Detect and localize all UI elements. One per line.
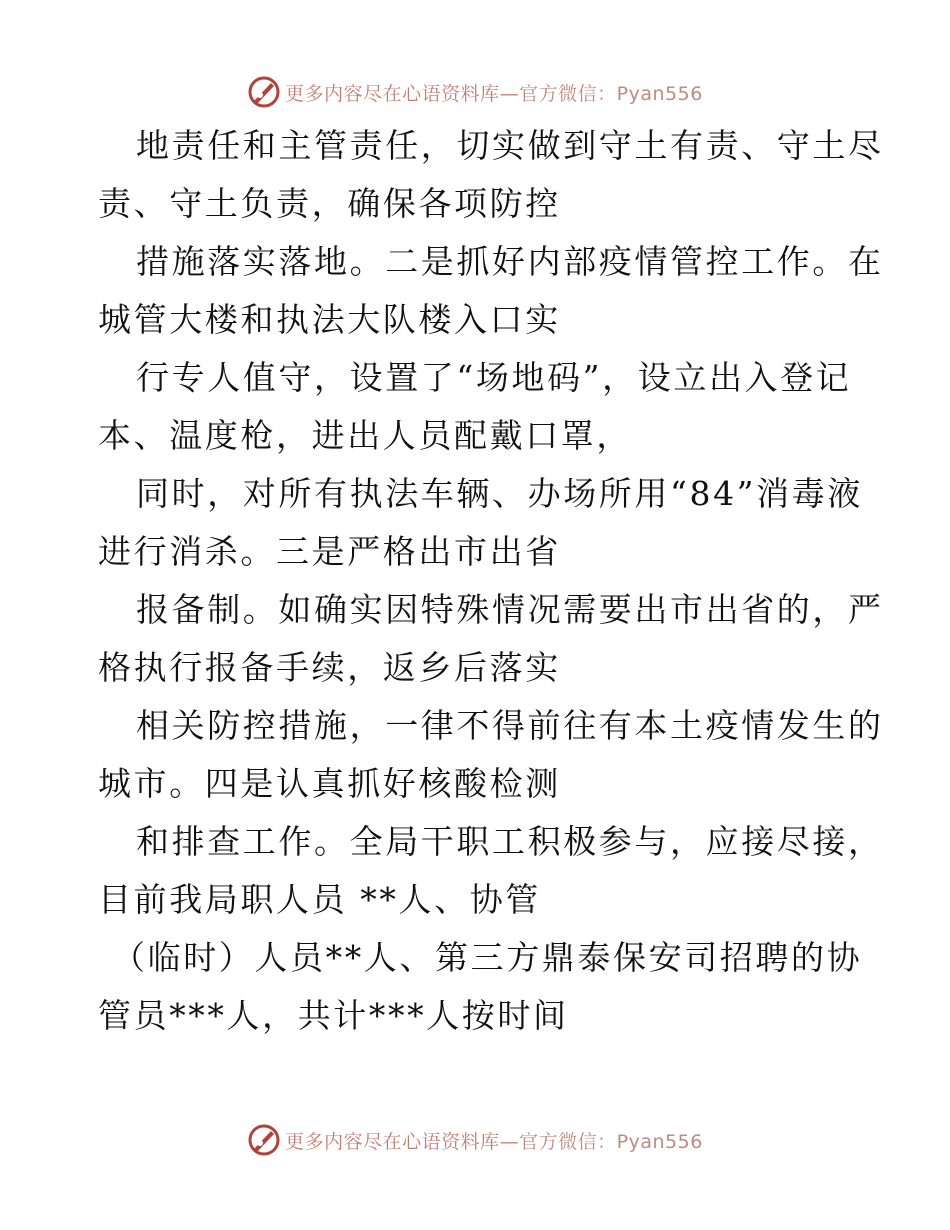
body-line: 管员***人，共计***人按时间 [98,996,569,1035]
body-line: 本、温度枪，进出人员配戴口罩， [98,416,632,455]
body-line: 和排查工作。全局干职工积极参与，应接尽接， [136,822,884,861]
watermark-text: 更多内容尽在心语资料库—官方微信：Pyan556 [285,1130,703,1153]
body-line: 进行消杀。三是严格出市出省 [98,532,561,571]
body-line: 责、守土负责，确保各项防控 [98,184,561,223]
watermark-text: 更多内容尽在心语资料库—官方微信：Pyan556 [285,82,703,105]
body-line: 目前我局职人员 **人、协管 [98,880,541,919]
body-line: 行专人值守，设置了“场地码”，设立出入登记 [136,358,852,397]
body-line: 报备制。如确实因特殊情况需要出市出省的，严 [136,590,884,629]
body-line: 地责任和主管责任，切实做到守土有责、守土尽 [136,126,884,165]
body-line: （临时）人员**人、第三方鼎泰保安司招聘的协 [112,938,863,977]
body-line: 城市。四是认真抓好核酸检测 [98,764,561,803]
body-line: 措施落实落地。二是抓好内部疫情管控工作。在 [136,242,884,281]
body-line: 同时，对所有执法车辆、办场所用“84”消毒液 [136,474,863,513]
body-line: 相关防控措施，一律不得前往有本土疫情发生的 [136,706,884,745]
body-line: 城管大楼和执法大队楼入口实 [98,300,561,339]
body-line: 格执行报备手续，返乡后落实 [98,648,561,687]
footer-watermark [0,1120,950,1160]
quill-logo-icon [247,1123,281,1157]
quill-logo-icon [247,75,281,109]
header-watermark [0,72,950,112]
